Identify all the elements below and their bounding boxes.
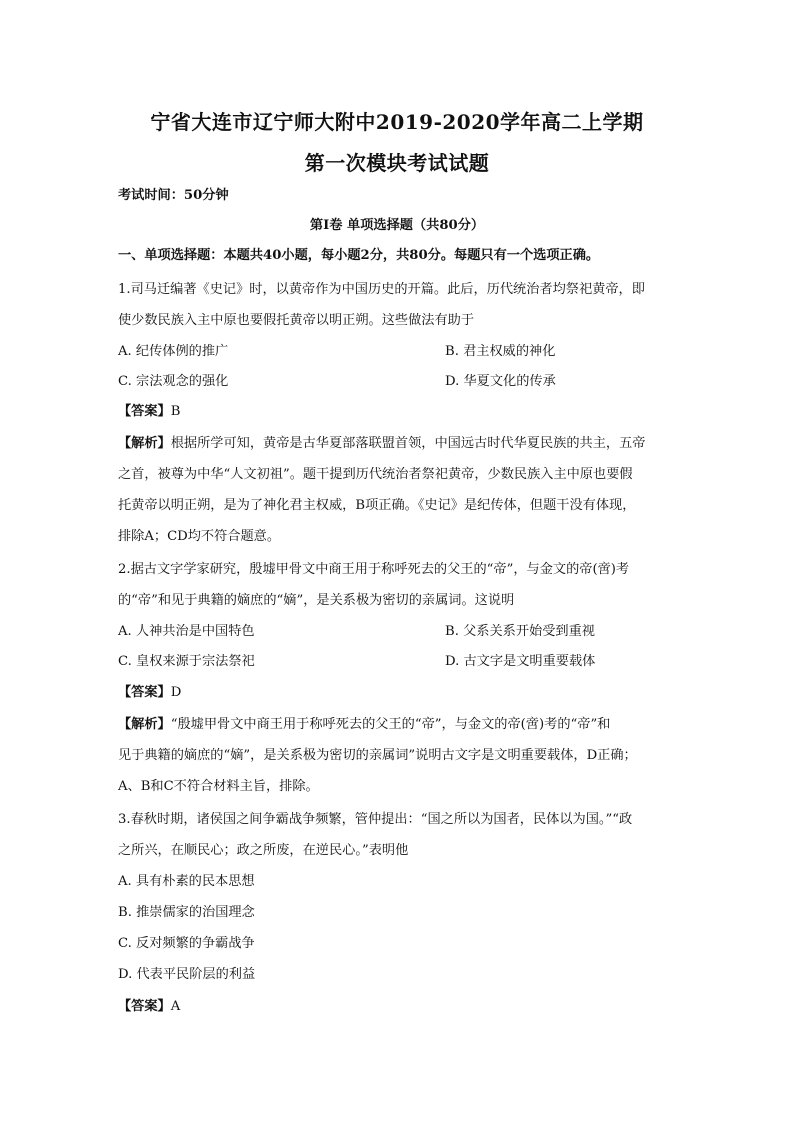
q1-stem-line1: 1.司马迁编著《史记》时，以黄帝作为中国历史的开篇。此后，历代统治者均祭祀黄帝，即 bbox=[118, 282, 645, 297]
q1-analysis-line3: 托黄帝以明正朔，是为了神化君主权威，B项正确。《史记》是纪传体，但题干没有体现， bbox=[118, 498, 636, 513]
q3-option-b: B. 推崇儒家的治国理念 bbox=[118, 905, 255, 920]
q1-answer-value: B bbox=[170, 404, 181, 419]
q3-answer-value: A bbox=[170, 999, 181, 1014]
q2-option-d: D. 古文字是文明重要载体 bbox=[445, 654, 596, 669]
q3-answer-label: 【答案】 bbox=[118, 999, 171, 1014]
q1-option-b: B. 君主权威的神化 bbox=[445, 344, 556, 359]
q3-option-d: D. 代表平民阶层的利益 bbox=[118, 967, 256, 982]
q1-analysis-label: 【解析】 bbox=[118, 436, 171, 451]
q2-option-a: A. 人神共治是中国特色 bbox=[118, 624, 255, 639]
section-heading: 第Ⅰ卷 单项选择题（共80分） bbox=[309, 218, 485, 233]
q1-option-c: C. 宗法观念的强化 bbox=[118, 374, 229, 389]
q2-analysis-line2: 见于典籍的嫡庶的“嫡”，是关系极为密切的亲属词”说明古文字是文明重要载体，D正确； bbox=[118, 748, 637, 763]
q3-stem-line2: 之所兴，在顺民心；政之所废，在逆民心。”表明他 bbox=[118, 843, 409, 858]
q1-analysis-line4: 排除A；CD均不符合题意。 bbox=[118, 529, 281, 544]
q2-option-b: B. 父系关系开始受到重视 bbox=[445, 624, 595, 639]
q2-analysis-text1: “殷墟甲骨文中商王用于称呼死去的父王的“帝”，与金文的帝(啻)考的“帝”和 bbox=[170, 717, 611, 732]
q1-analysis-line1 bbox=[118, 434, 646, 454]
q2-answer-value: D bbox=[170, 685, 182, 700]
q1-analysis-line2: 之首，被尊为中华“人文初祖”。题干提到历代统治者祭祀黄帝，少数民族入主中原也要假 bbox=[118, 467, 633, 482]
q3-option-a: A. 具有朴素的民本思想 bbox=[118, 874, 255, 889]
q1-answer bbox=[118, 402, 180, 422]
document-title-line1: 宁省大连市辽宁师大附中2019-2020学年高二上学期 bbox=[150, 110, 644, 134]
q1-answer-label: 【答案】 bbox=[118, 404, 171, 419]
document-title-line2: 第一次模块考试试题 bbox=[304, 151, 490, 175]
q1-option-d: D. 华夏文化的传承 bbox=[445, 374, 556, 389]
q3-answer bbox=[118, 997, 180, 1017]
q3-stem-line1: 3.春秋时期，诸侯国之间争霸战争频繁，管仲提出：“国之所以为国者，民体以为国。”“政 bbox=[118, 812, 633, 827]
q2-analysis-label: 【解析】 bbox=[118, 717, 171, 732]
q2-option-c: C. 皇权来源于宗法祭祀 bbox=[118, 654, 255, 669]
q2-stem-line1: 2.据古文字学家研究，殷墟甲骨文中商王用于称呼死去的父王的“帝”，与金文的帝(啻)考 bbox=[118, 562, 630, 577]
exam-time: 考试时间：50分钟 bbox=[118, 188, 229, 203]
q2-answer-label: 【答案】 bbox=[118, 685, 171, 700]
q1-stem-line2: 使少数民族入主中原也要假托黄帝以明正朔。这些做法有助于 bbox=[118, 313, 475, 328]
q2-analysis-line1 bbox=[118, 715, 610, 735]
q2-analysis-line3: A、B和C不符合材料主旨，排除。 bbox=[118, 779, 319, 794]
q1-option-a: A. 纪传体例的推广 bbox=[118, 344, 229, 359]
part-instruction: 一、单项选择题：本题共40小题，每小题2分，共80分。每题只有一个选项正确。 bbox=[118, 248, 600, 263]
q3-option-c: C. 反对频繁的争霸战争 bbox=[118, 936, 255, 951]
q2-answer bbox=[118, 683, 181, 703]
q2-stem-line2: 的“帝”和见于典籍的嫡庶的“嫡”，是关系极为密切的亲属词。这说明 bbox=[118, 593, 515, 608]
q1-analysis-text1: 根据所学可知，黄帝是古华夏部落联盟首领，中国远古时代华夏民族的共主，五帝 bbox=[170, 436, 646, 451]
